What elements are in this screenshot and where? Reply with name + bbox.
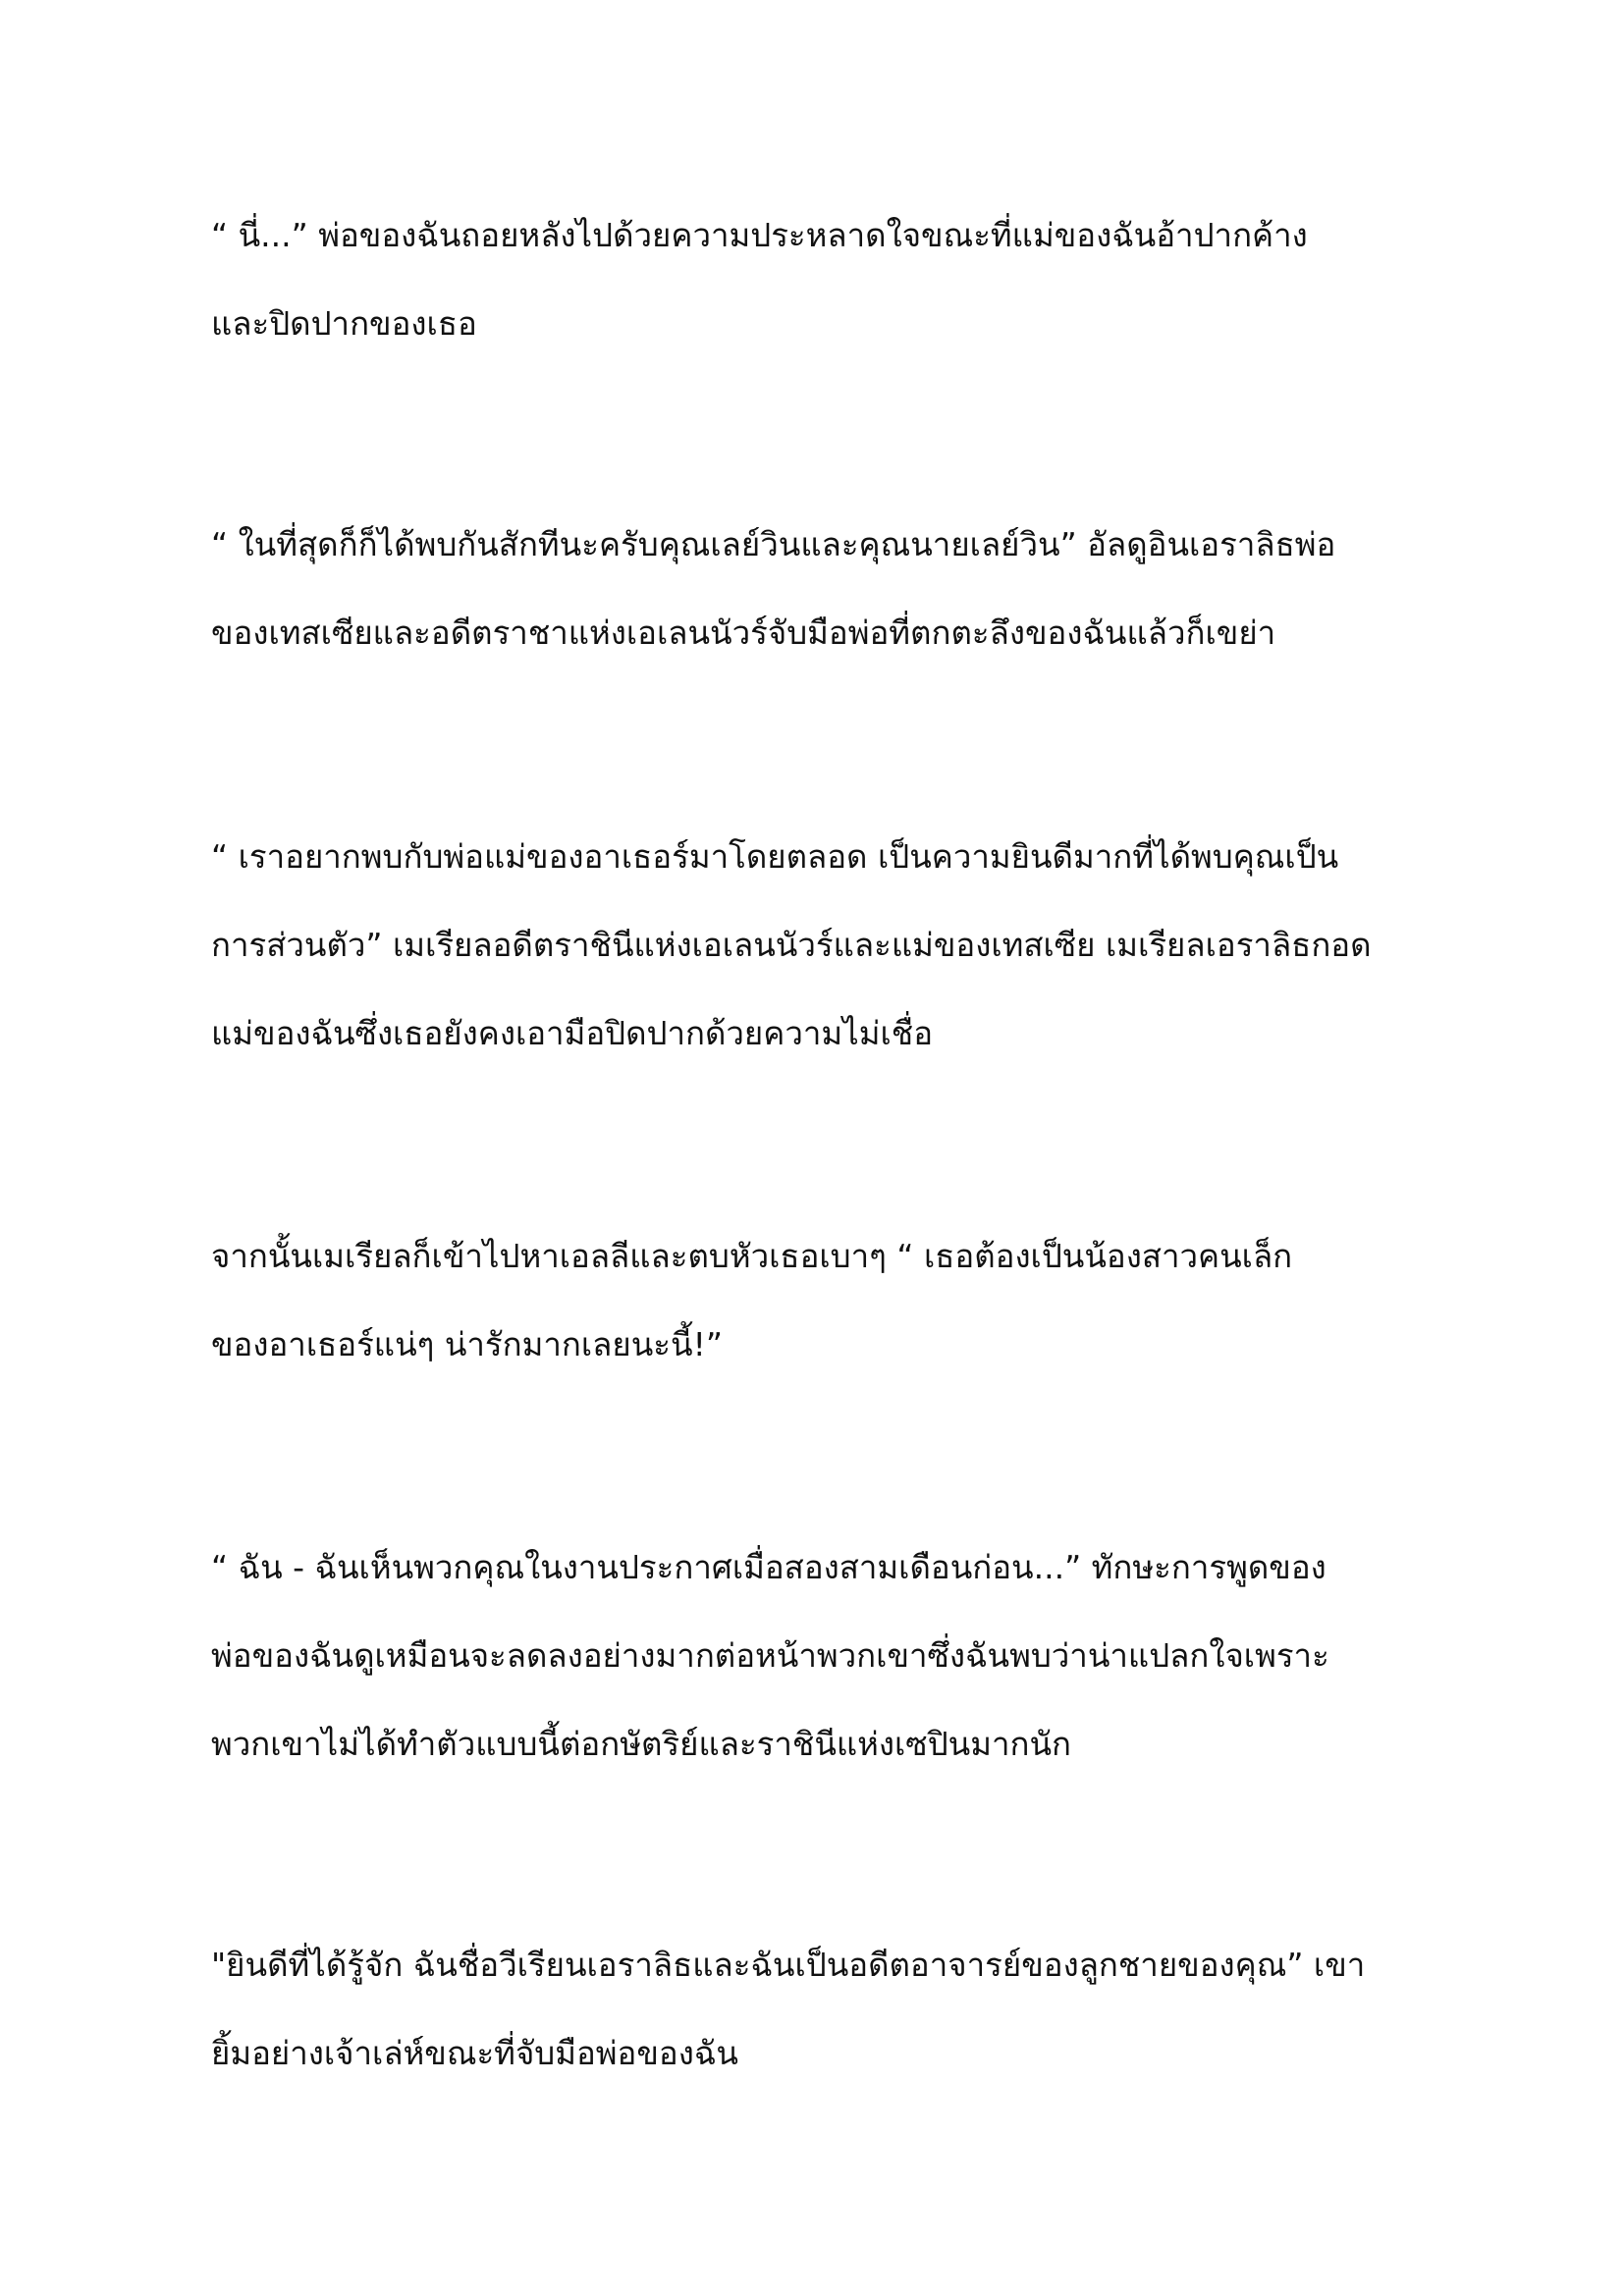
paragraph-line: ของอาเธอร์แน่ๆ น่ารักมากเลยนะนี้!” (211, 1325, 723, 1363)
paragraph-line: และปิดปากของเธอ (211, 304, 477, 343)
paragraph-line: จากนั้นเมเรียลก็เข้าไปหาเอลลีและตบหัวเธอเบาๆ “ เธอต้องเป็นน้องสาวคนเล็ก (211, 1237, 1293, 1275)
paragraph-line: การส่วนตัว” เมเรียลอดีตราชินีแห่งเอเลนนัวร์และแม่ของเทสเซีย เมเรียลเอราลิธกอด (211, 926, 1372, 964)
paragraph-2 (211, 501, 1458, 677)
paragraph-3 (211, 813, 1458, 1078)
paragraph-line: “ ฉัน - ฉันเห็นพวกคุณในงานประกาศเมื่อสองสามเดือนก่อน...” ทักษะการพูดของ (211, 1548, 1326, 1586)
paragraph-1 (211, 191, 1458, 368)
paragraph-line: พ่อของฉันดูเหมือนจะลดลงอย่างมากต่อหน้าพวกเขาซึ่งฉันพบว่าน่าแปลกใจเพราะ (211, 1636, 1329, 1675)
paragraph-line: ยิ้มอย่างเจ้าเล่ห์ขณะที่จับมือพ่อของฉัน (211, 2034, 738, 2072)
paragraph-line: “ ในที่สุดก็ก็ได้พบกันสักทีนะครับคุณเลย์วินและคุณนายเลย์วิน” อัลดูอินเอราลิธพ่อ (211, 525, 1336, 563)
paragraph-5 (211, 1523, 1458, 1789)
paragraph-4 (211, 1212, 1458, 1389)
paragraph-line: แม่ของฉันซึ่งเธอยังคงเอามือปิดปากด้วยความไม่เชื่อ (211, 1014, 934, 1052)
paragraph-line: ของเทสเซียและอดีตราชาแห่งเอเลนนัวร์จับมือพ่อที่ตกตะลึงของฉันแล้วก็เขย่า (211, 614, 1276, 652)
paragraph-line: พวกเขาไม่ได้ทำตัวแบบนี้ต่อกษัตริย์และราชินีแห่งเซปินมากนัก (211, 1725, 1071, 1763)
paragraph-line: "ยินดีที่ได้รู้จัก ฉันชื่อวีเรียนเอราลิธและฉันเป็นอดีตอาจารย์ของลูกชายของคุณ” เขา (211, 1946, 1366, 1984)
paragraph-line: “ นี่...” พ่อของฉันถอยหลังไปด้วยความประหลาดใจขณะที่แม่ของฉันอ้าปากค้าง (211, 216, 1308, 254)
paragraph-line: “ เราอยากพบกับพ่อแม่ของอาเธอร์มาโดยตลอด เป็นความยินดีมากที่ได้พบคุณเป็น (211, 837, 1339, 876)
paragraph-6 (211, 1921, 1458, 2098)
